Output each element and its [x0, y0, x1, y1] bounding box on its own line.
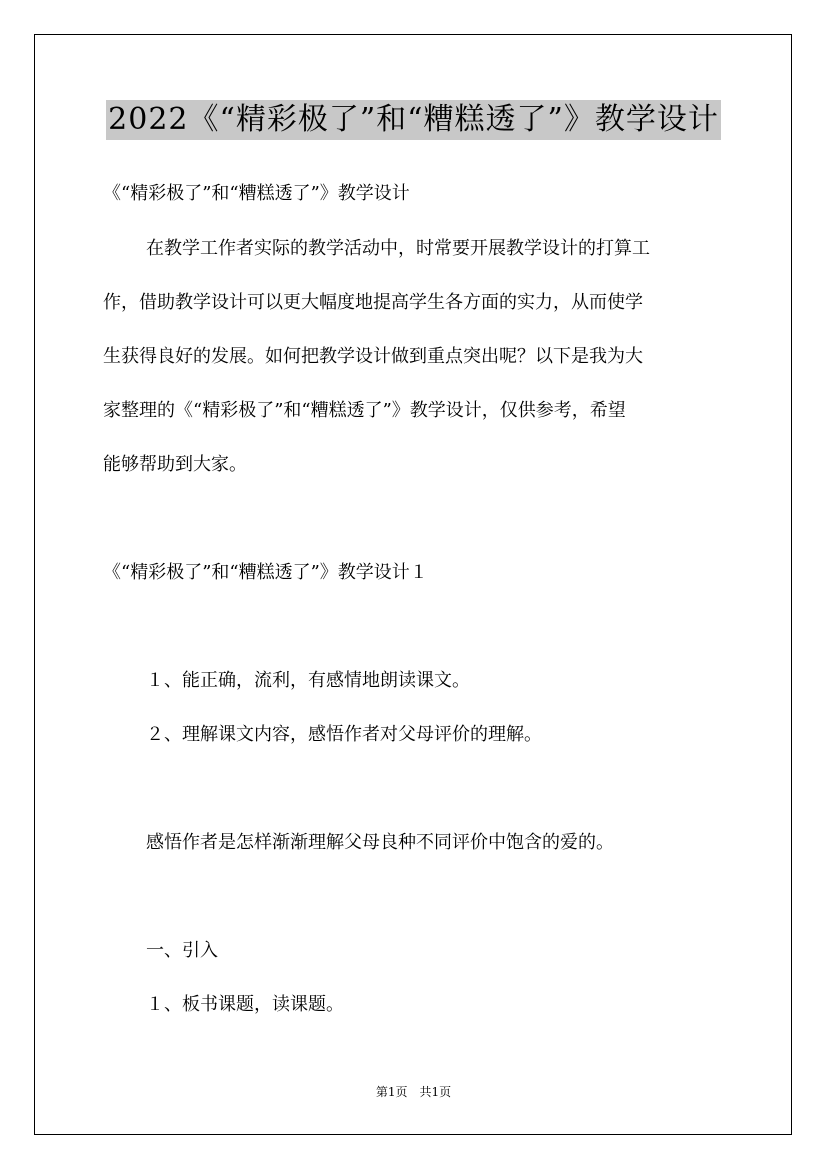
document-subtitle: 《“精彩极了”和“糟糕透了”》教学设计: [103, 183, 410, 204]
intro-line-1: 在教学工作者实际的教学活动中，时常要开展教学设计的打算工: [146, 238, 650, 259]
intro-line-5: 能够帮助到大家。: [103, 454, 247, 475]
intro-line-3: 生获得良好的发展。如何把教学设计做到重点突出呢？以下是我为大: [103, 346, 643, 367]
intro-line-4: 家整理的《“精彩极了”和“糟糕透了”》教学设计，仅供参考，希望: [103, 400, 626, 421]
step-item-1: １、板书课题，读课题。: [146, 994, 344, 1015]
goal-item-2: ２、理解课文内容，感悟作者对父母评价的理解。: [146, 724, 542, 745]
intro-line-2: 作，借助教学设计可以更大幅度地提高学生各方面的实力，从而使学: [103, 292, 643, 313]
page-footer: 第1页 共1页: [375, 1085, 452, 1099]
key-point: 感悟作者是怎样渐渐理解父母良种不同评价中饱含的爱的。: [146, 832, 614, 853]
step-heading: 一、引入: [146, 940, 218, 961]
document-title: 2022《“精彩极了”和“糟糕透了”》教学设计: [106, 100, 721, 140]
title-container: [0, 100, 827, 140]
section-heading: 《“精彩极了”和“糟糕透了”》教学设计１: [103, 562, 428, 583]
goal-item-1: １、能正确，流利，有感情地朗读课文。: [146, 670, 470, 691]
